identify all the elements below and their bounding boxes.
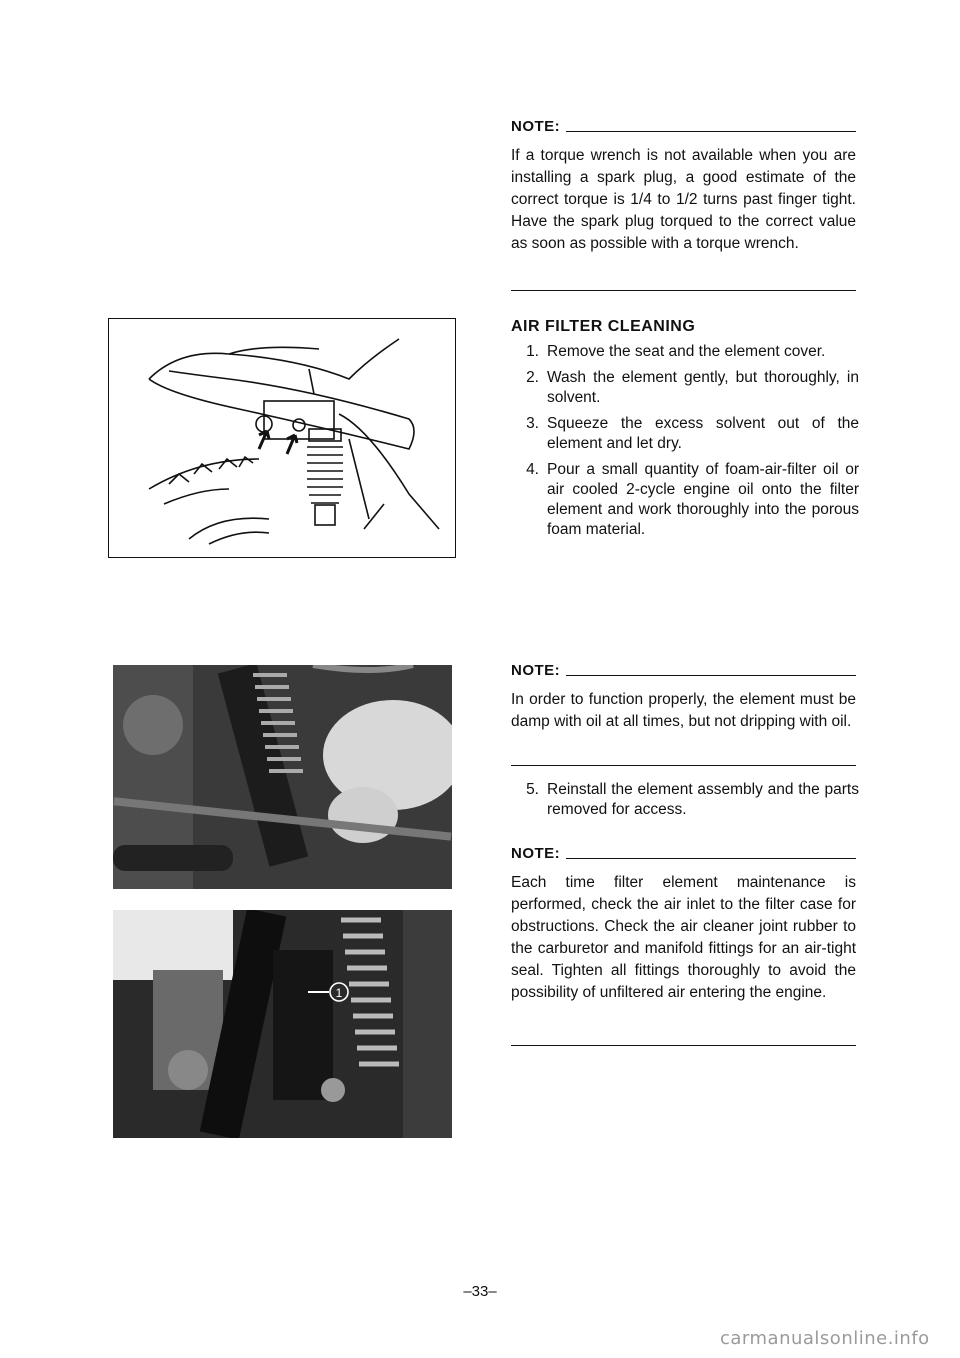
callout-number: 1 <box>335 986 343 1000</box>
section-title: AIR FILTER CLEANING <box>511 318 696 335</box>
seat-removal-illustration <box>108 318 456 558</box>
filter-inlet-photo <box>113 910 452 1138</box>
note-oil <box>511 662 856 733</box>
photo-rendering <box>113 910 452 1138</box>
note-label: NOTE: <box>511 845 561 862</box>
note-rule <box>566 131 856 132</box>
note-text: If a torque wrench is not available when you are installing a spark plug, a good estimate of the correct torque is 1/4 to 1/2 turns past finger tight. Have the spark plug torqued to the correct value as soon as possible with a torque wrench. <box>511 147 856 252</box>
note-end-rule <box>511 765 856 766</box>
note-rule <box>566 858 856 859</box>
step-five <box>511 774 859 820</box>
air-filter-section <box>511 318 859 540</box>
watermark: carmanualsonline.info <box>720 1328 930 1349</box>
note-header <box>511 118 856 135</box>
step-item: 1. Remove the seat and the element cover. <box>526 343 826 360</box>
step-item: 5. Reinstall the element assembly and the parts removed for access. <box>526 781 859 818</box>
filter-removal-photo <box>113 665 452 889</box>
note-maintenance <box>511 845 856 1004</box>
step-item: 3. Squeeze the excess solvent out of the element and let dry. <box>526 415 859 452</box>
note-end-rule <box>511 290 856 291</box>
note-header <box>511 662 856 679</box>
note-rule <box>566 675 856 676</box>
photo-rendering <box>113 665 452 889</box>
note-header <box>511 845 856 862</box>
note-text: Each time filter element maintenance is performed, check the air inlet to the filter case for obstructions. Check the air cleaner joint rubber to the carburetor and manifold fittings for an air-tight seal. Tighten all fittings thoroughly to avoid the possibility of unfiltered air entering the engine. <box>511 874 856 1001</box>
note-end-rule <box>511 1045 856 1046</box>
step-item: 2. Wash the element gently, but thoroughly, in solvent. <box>526 369 859 406</box>
note-label: NOTE: <box>511 118 561 135</box>
note-label: NOTE: <box>511 662 561 679</box>
note-torque <box>511 118 856 255</box>
page-number: –33– <box>463 1283 497 1300</box>
illustration-drawing <box>109 319 455 557</box>
step-item: 4. Pour a small quantity of foam-air-filter oil or air cooled 2-cycle engine oil onto the filter element and work thoroughly into the porous foam material. <box>526 461 859 538</box>
note-text: In order to function properly, the element must be damp with oil at all times, but not dripping with oil. <box>511 691 856 730</box>
